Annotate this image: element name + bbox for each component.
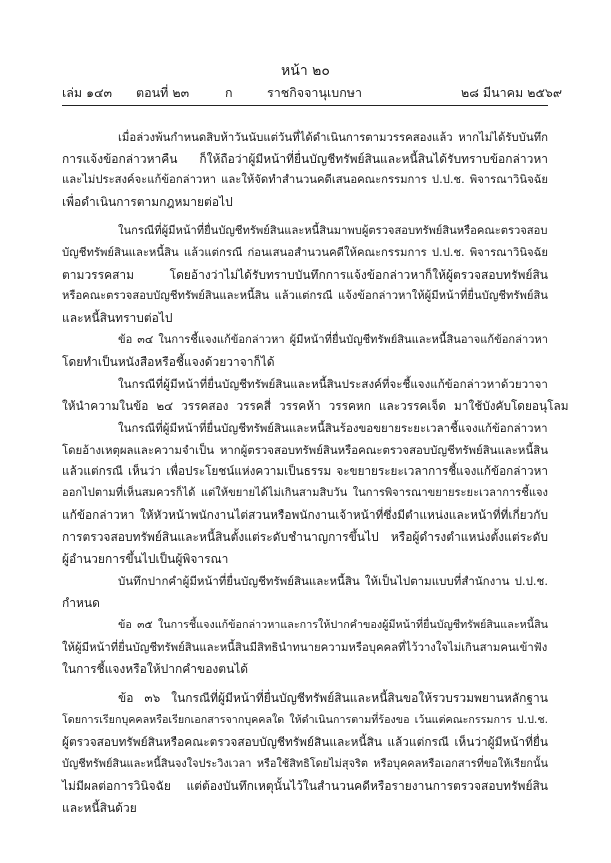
- body-word: เมื่อล่วงพ้นกำหนดสิบห้าวันนับแต่วันที่ได้ดำเนินการตามวรรคสองแล้ว: [118, 130, 453, 144]
- body-word: ข้อ: [118, 618, 132, 631]
- body-word: โดยอ้างเหตุผลและความจำเป็น: [62, 443, 214, 457]
- body-word: ในการชี้แจงแก้ข้อกล่าวหา: [158, 333, 285, 346]
- body-word: แจ้งข้อกล่าวหาให้ผู้มีหน้าที่ยื่นบัญชีทรัพย์สิน: [338, 289, 548, 302]
- body-word: เว้นแต่คณะกรรมการ: [414, 713, 512, 726]
- body-line: [0, 308, 611, 328]
- body-word: เพื่อดำเนินการตามกฎหมายต่อไป: [62, 195, 233, 209]
- body-line: [0, 192, 611, 212]
- body-line: [0, 527, 611, 547]
- body-word: ให้นำความในข้อ: [62, 399, 149, 413]
- body-word: ให้ผู้มีหน้าที่ยื่นบัญชีทรัพย์สินและหนี้สินมีสิทธินำทนายความหรือบุคคลที่ไว้วางใจไม่เกินสามคนเข้าฟัง: [62, 640, 548, 654]
- body-word: ผู้อำนวยการขึ้นไปเป็นผู้พิจารณา: [62, 552, 229, 566]
- body-word: ในกรณีที่ผู้มีหน้าที่ยื่นบัญชีทรัพย์สินและหนี้สินมาพบผู้ตรวจสอบทรัพย์สินหรือคณะตรวจสอบ: [118, 224, 548, 237]
- body-line: [0, 688, 611, 708]
- body-word: ในกรณีที่ผู้มีหน้าที่ยื่นบัญชีทรัพย์สินและหนี้สินขอให้รวบรวมพยานหลักฐาน: [171, 691, 548, 705]
- body-word: การตรวจสอบทรัพย์สินและหนี้สินตั้งแต่ระดับชำนาญการขึ้นไป: [62, 530, 379, 544]
- body-line: [0, 418, 611, 438]
- body-word: ๒๔: [156, 399, 174, 413]
- header-section: ก: [225, 85, 233, 100]
- body-line: [0, 732, 611, 752]
- body-line: [0, 637, 611, 657]
- body-word: ๓๔: [137, 333, 154, 346]
- body-word: และวรรคเจ็ด: [378, 399, 446, 413]
- body-word: หรือผู้ดำรงตำแหน่งตั้งแต่ระดับ: [390, 530, 548, 544]
- body-line: [0, 330, 611, 350]
- body-word: ในกรณีที่ผู้มีหน้าที่ยื่นบัญชีทรัพย์สินและหนี้สินประสงค์ที่จะชี้แจงแก้ข้อกล่าวหาด้วยวาจา: [118, 377, 548, 391]
- body-word: หรือใช้สิทธิโดยไม่สุจริต: [256, 757, 368, 770]
- body-word: หากไม่ได้รับบันทึก: [458, 130, 548, 144]
- body-word: การแจ้งข้อกล่าวหาคืน: [62, 152, 178, 166]
- body-word: แล้วแต่กรณี: [62, 464, 123, 478]
- header-volume: เล่ม ๑๔๓: [62, 85, 113, 100]
- body-word: และให้จัดทำสำนวนคดีเสนอคณะกรรมการ: [221, 173, 427, 186]
- body-word: ผู้ตรวจสอบทรัพย์สินหรือคณะตรวจสอบบัญชีทรัพย์สินและหนี้สิน: [62, 735, 382, 749]
- body-line: [0, 593, 611, 613]
- body-word: บัญชีทรัพย์สินและหนี้สินจงใจประวิงเวลา: [62, 757, 252, 770]
- body-word: ในการพิจารณาขยายระยะเวลาการชี้แจง: [352, 486, 548, 499]
- body-word: หากผู้ตรวจสอบทรัพย์สินหรือคณะตรวจสอบบัญชีทรัพย์สินและหนี้สิน: [219, 443, 548, 457]
- body-word: โดยการเรียกบุคคลหรือเรียกเอกสารจากบุคคลใด: [62, 713, 285, 726]
- body-word: ข้อ: [118, 333, 133, 346]
- body-word: เห็นว่า: [128, 464, 162, 478]
- body-line: [0, 798, 611, 818]
- body-line: [0, 149, 611, 169]
- body-line: [0, 659, 611, 679]
- body-line: [0, 483, 611, 503]
- body-word: หรือคณะตรวจสอบบัญชีทรัพย์สินและหนี้สิน: [62, 289, 270, 302]
- body-word: ออกไปตามที่เห็นสมควรก็ได้: [62, 486, 196, 499]
- header-date: ๒๘ มีนาคม ๒๕๖๙: [461, 85, 563, 100]
- body-word: และไม่ประสงค์จะแก้ข้อกล่าวหา: [62, 173, 217, 186]
- header-gazette-name: ราชกิจจานุเบกษา: [267, 85, 363, 100]
- body-word: ตามวรรคสาม: [62, 268, 135, 282]
- body-word: และหนี้สินทราบต่อไป: [62, 311, 173, 325]
- page-number: หน้า ๒๐: [281, 63, 330, 79]
- body-word: เพื่อประโยชน์แห่งความเป็นธรรม: [166, 464, 332, 478]
- body-line: [0, 461, 611, 481]
- header-issue: ตอนที่ ๒๓: [136, 85, 190, 100]
- body-line: [0, 710, 611, 730]
- body-word: แล้วแต่กรณี: [274, 289, 333, 302]
- body-word: ผู้มีหน้าที่ยื่นบัญชีทรัพย์สินและหนี้สินอาจแก้ข้อกล่าวหา: [289, 333, 548, 346]
- body-word: เห็นว่าผู้มีหน้าที่ยื่น: [454, 735, 548, 749]
- body-word: ก่อนเสนอสำนวนคดีให้คณะกรรมการ: [247, 246, 427, 259]
- body-line: [0, 549, 611, 569]
- body-word: ๓๖: [144, 691, 161, 705]
- body-word: ไม่มีผลต่อการวินิจฉัย: [62, 779, 171, 793]
- body-word: ๓๕: [137, 618, 153, 631]
- body-word: แต่ต้องบันทึกเหตุนั้นไว้ในสำนวนคดีหรือรายงานการตรวจสอบทรัพย์สิน: [186, 779, 548, 793]
- body-word: ให้ดำเนินการตามที่ร้องขอ: [289, 713, 410, 726]
- body-word: โดยอ้างว่าไม่ได้รับทราบบันทึกการแจ้งข้อกล่าวหาก็ให้ผู้ตรวจสอบทรัพย์สิน: [169, 268, 548, 282]
- header-rule: [62, 105, 548, 106]
- body-word: หรือบุคคลหรือเอกสารที่ขอให้เรียกนั้น: [373, 757, 548, 770]
- body-line: [0, 221, 611, 241]
- body-word: วรรคสอง: [181, 399, 229, 413]
- body-word: ป.ป.ช.: [516, 713, 548, 726]
- body-word: วรรคสี่: [236, 399, 271, 413]
- body-word: ในกรณีที่ผู้มีหน้าที่ยื่นบัญชีทรัพย์สินและหนี้สินร้องขอขยายระยะเวลาชี้แจงแก้ข้อกล่าวหา: [118, 421, 548, 435]
- body-line: [0, 127, 611, 147]
- body-line: [0, 754, 611, 774]
- body-word: บัญชีทรัพย์สินและหนี้สิน: [62, 246, 179, 259]
- body-word: แล้วแต่กรณี: [387, 735, 449, 749]
- body-word: โดยทำเป็นหนังสือหรือชี้แจงด้วยวาจาก็ได้: [62, 355, 275, 369]
- body-word: ให้หัวหน้าพนักงานไต่สวนหรือพนักงานเจ้าหน้าที่ซึ่งมีตำแหน่งและหน้าที่ที่เกี่ยวกับ: [139, 508, 548, 522]
- body-word: ให้เป็นไปตามแบบที่สำนักงาน: [364, 574, 510, 588]
- body-line: [0, 243, 611, 263]
- body-line: [0, 374, 611, 394]
- body-word: จะขยายระยะเวลาการชี้แจงแก้ข้อกล่าวหา: [336, 464, 548, 478]
- body-line: [0, 265, 611, 285]
- body-word: วรรคหก: [328, 399, 371, 413]
- body-word: แก้ข้อกล่าวหา: [62, 508, 135, 522]
- body-line: [0, 170, 611, 190]
- body-word: ก็ให้ถือว่าผู้มีหน้าที่ยื่นบัญชีทรัพย์สินและหนี้สินได้รับทราบข้อกล่าวหา: [199, 152, 548, 166]
- body-word: พิจารณาวินิจฉัย: [469, 173, 548, 186]
- body-line: [0, 571, 611, 591]
- body-line: [0, 286, 611, 306]
- body-word: และหนี้สินด้วย: [62, 801, 137, 815]
- body-word: ในการชี้แจงแก้ข้อกล่าวหาและการให้ปากคำของผู้มีหน้าที่ยื่นบัญชีทรัพย์สินและหนี้สิน: [157, 618, 548, 631]
- body-word: แล้วแต่กรณี: [183, 246, 243, 259]
- body-word: กำหนด: [62, 596, 100, 610]
- body-word: มาใช้บังคับโดยอนุโลม: [454, 399, 569, 413]
- body-line: [0, 352, 611, 372]
- body-line: [0, 776, 611, 796]
- body-word: พิจารณาวินิจฉัย: [469, 246, 548, 259]
- body-line: [0, 440, 611, 460]
- body-word: ข้อ: [118, 691, 134, 705]
- body-word: วรรคห้า: [278, 399, 321, 413]
- body-word: ป.ป.ช.: [431, 173, 465, 186]
- body-word: ในการชี้แจงหรือให้ปากคำของตนได้: [62, 662, 249, 676]
- body-word: ป.ป.ช.: [431, 246, 465, 259]
- body-word: บันทึกปากคำผู้มีหน้าที่ยื่นบัญชีทรัพย์สินและหนี้สิน: [118, 574, 360, 588]
- body-word: แต่ให้ขยายได้ไม่เกินสามสิบวัน: [200, 486, 348, 499]
- body-word: ป.ป.ช.: [514, 574, 548, 588]
- body-line: [0, 615, 611, 635]
- body-line: [0, 505, 611, 525]
- body-line: [0, 396, 611, 416]
